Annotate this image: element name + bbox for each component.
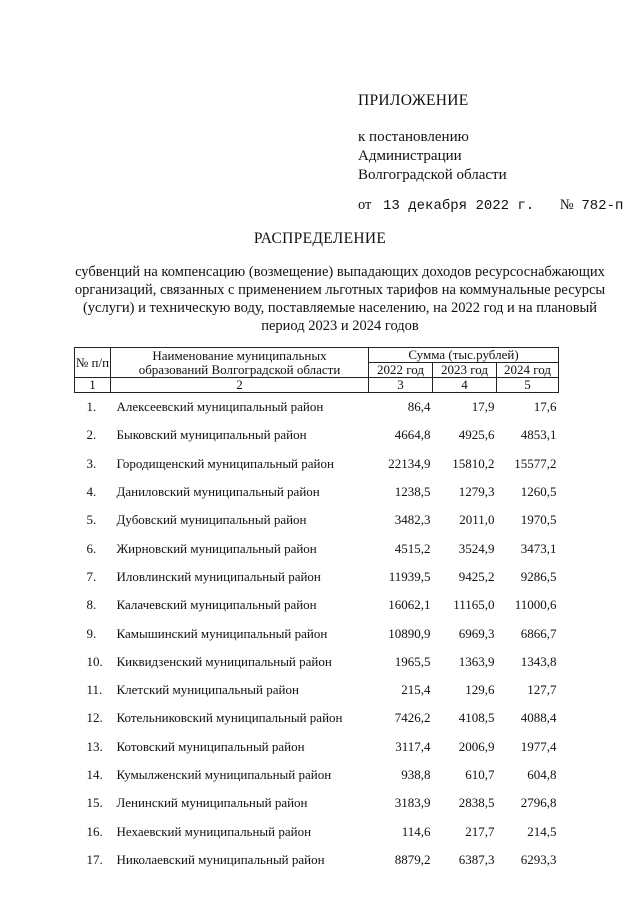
amount-2024: 127,7 — [527, 682, 557, 698]
row-number: 12. — [86, 710, 103, 726]
amount-2023: 6969,3 — [458, 625, 495, 641]
document-title: РАСПРЕДЕЛЕНИЕ — [253, 230, 387, 247]
amount-2022: 8879,2 — [394, 851, 431, 867]
table-row — [75, 733, 559, 761]
amount-2022: 22134,9 — [388, 455, 431, 471]
municipality-name: Быковский муниципальный район — [116, 427, 307, 443]
amount-2024: 2796,8 — [520, 795, 557, 811]
decree-date: 13 декабря 2022 г. — [383, 198, 535, 214]
column-header-number: № п/п — [75, 348, 111, 378]
row-number: 17. — [86, 851, 103, 867]
row-number: 16. — [86, 823, 103, 839]
amount-2022: 938,8 — [401, 767, 431, 782]
table-row — [75, 591, 559, 619]
table-row — [75, 421, 559, 449]
municipality-name: Камышинский муниципальный район — [116, 625, 328, 641]
amount-2022: 1965,5 — [394, 653, 431, 669]
column-header-2023: 2023 год — [433, 363, 497, 378]
municipality-name: Ленинский муниципальный район — [116, 795, 308, 811]
amount-2024: 6293,3 — [520, 851, 557, 867]
amount-2024: 4088,4 — [520, 710, 557, 726]
amount-2024: 1977,4 — [520, 738, 557, 754]
column-header-sum: Сумма (тыс.рублей) — [369, 348, 559, 363]
amount-2024: 17,6 — [533, 399, 557, 415]
amount-2024: 4853,1 — [520, 427, 557, 443]
amount-2022: 3183,9 — [394, 795, 431, 811]
municipality-name: Нехаевский муниципальный район — [116, 823, 312, 839]
column-index: 5 — [497, 378, 559, 393]
column-index: 3 — [369, 378, 433, 393]
amount-2022: 215,4 — [401, 682, 431, 698]
amount-2022: 11939,5 — [388, 568, 431, 584]
column-index: 2 — [111, 378, 369, 393]
municipality-name: Дубовский муниципальный район — [116, 512, 307, 528]
table-row — [75, 450, 559, 478]
amount-2023: 610,7 — [465, 767, 495, 782]
row-number: 1. — [86, 399, 97, 415]
amount-2024: 15577,2 — [514, 455, 557, 471]
reference-line: Администрации — [358, 148, 462, 164]
municipality-name: Даниловский муниципальный район — [116, 484, 320, 500]
amount-2022: 7426,2 — [394, 710, 431, 726]
municipality-name: Киквидзенский муниципальный район — [116, 653, 332, 669]
amount-2023: 2838,5 — [458, 795, 495, 811]
amount-2023: 2011,0 — [459, 512, 495, 528]
row-number: 15. — [86, 795, 103, 811]
amount-2023: 3524,9 — [458, 540, 495, 556]
table-row — [75, 846, 559, 874]
appendix-reference — [358, 128, 507, 185]
row-number: 10. — [86, 653, 103, 669]
amount-2022: 1238,5 — [394, 484, 431, 500]
amount-2023: 129,6 — [465, 682, 495, 698]
municipality-name: Кумылженский муниципальный район — [116, 767, 332, 782]
amount-2023: 4925,6 — [458, 427, 495, 443]
amount-2024: 1343,8 — [520, 653, 557, 669]
decree-number-label: № — [559, 197, 574, 213]
municipality-name: Жирновский муниципальный район — [116, 540, 317, 556]
amount-2022: 4515,2 — [394, 540, 431, 556]
document-subtitle: субвенций на компенсацию (возмещение) выпадающих доходов ресурсоснабжающих организаций, связанных с применением льготных тарифов на коммунальные ресурсы (услуги) и техническую воду, поставляемые населению, на 2022 год и на плановый период 2023 и 2024 годов — [74, 264, 606, 334]
row-number: 13. — [86, 738, 103, 754]
distribution-table — [74, 347, 559, 874]
amount-2024: 3473,1 — [520, 540, 557, 556]
amount-2023: 2006,9 — [458, 738, 495, 754]
appendix-title: ПРИЛОЖЕНИЕ — [358, 92, 469, 109]
municipality-name: Котельниковский муниципальный район — [116, 710, 343, 726]
table-row — [75, 563, 559, 591]
municipality-name: Алексеевский муниципальный район — [116, 399, 324, 415]
row-number: 2. — [86, 427, 97, 443]
amount-2023: 6387,3 — [458, 851, 495, 867]
municipality-name: Иловлинский муниципальный район — [116, 568, 321, 584]
amount-2024: 11000,6 — [514, 597, 557, 613]
municipality-name: Городищенский муниципальный район — [116, 455, 334, 471]
municipality-name: Николаевский муниципальный район — [116, 851, 325, 867]
row-number: 3. — [86, 455, 97, 471]
column-header-2024: 2024 год — [497, 363, 559, 378]
table-row — [75, 648, 559, 676]
table-row — [75, 478, 559, 506]
amount-2023: 217,7 — [465, 823, 495, 839]
decree-number: 782-п — [581, 198, 624, 214]
amount-2024: 1260,5 — [520, 484, 557, 500]
amount-2024: 214,5 — [527, 823, 557, 839]
table-row — [75, 393, 559, 422]
amount-2023: 4108,5 — [458, 710, 495, 726]
amount-2022: 3117,4 — [395, 738, 431, 754]
table-row — [75, 817, 559, 845]
amount-2022: 10890,9 — [388, 625, 431, 641]
amount-2023: 17,9 — [471, 399, 495, 415]
row-number: 6. — [86, 540, 97, 556]
decree-from-label: от — [358, 197, 372, 213]
amount-2023: 11165,0 — [453, 597, 495, 613]
row-number: 8. — [86, 597, 97, 613]
column-index: 1 — [75, 378, 111, 393]
table-row — [75, 761, 559, 789]
amount-2022: 114,6 — [401, 823, 431, 839]
amount-2024: 9286,5 — [520, 568, 557, 584]
amount-2023: 15810,2 — [452, 455, 495, 471]
amount-2022: 3482,3 — [394, 512, 431, 528]
table-row — [75, 506, 559, 534]
row-number: 4. — [86, 484, 97, 500]
municipality-name: Клетский муниципальный район — [116, 682, 299, 698]
amount-2022: 16062,1 — [388, 597, 431, 613]
table-row — [75, 676, 559, 704]
column-header-name: Наименование муниципальных образований Волгоградской области — [111, 348, 369, 378]
table-row — [75, 534, 559, 562]
reference-line: к постановлению — [358, 129, 469, 145]
row-number: 7. — [86, 568, 97, 584]
table-row — [75, 619, 559, 647]
reference-line: Волгоградской области — [358, 167, 507, 183]
table-header — [75, 348, 559, 393]
amount-2023: 9425,2 — [458, 568, 495, 584]
table-row — [75, 704, 559, 732]
row-number: 14. — [86, 767, 103, 782]
table-row — [75, 789, 559, 817]
amount-2024: 604,8 — [527, 767, 557, 782]
column-index: 4 — [433, 378, 497, 393]
decree-line — [358, 197, 623, 214]
row-number: 11. — [86, 682, 103, 698]
amount-2022: 4664,8 — [394, 427, 431, 443]
row-number: 9. — [86, 625, 97, 641]
column-header-2022: 2022 год — [369, 363, 433, 378]
amount-2023: 1363,9 — [458, 653, 495, 669]
municipality-name: Котовский муниципальный район — [116, 738, 305, 754]
amount-2024: 1970,5 — [520, 512, 557, 528]
row-number: 5. — [86, 512, 97, 528]
amount-2024: 6866,7 — [520, 625, 557, 641]
amount-2023: 1279,3 — [458, 484, 495, 500]
municipality-name: Калачевский муниципальный район — [116, 597, 317, 613]
table-body — [75, 393, 559, 875]
amount-2022: 86,4 — [407, 399, 431, 415]
